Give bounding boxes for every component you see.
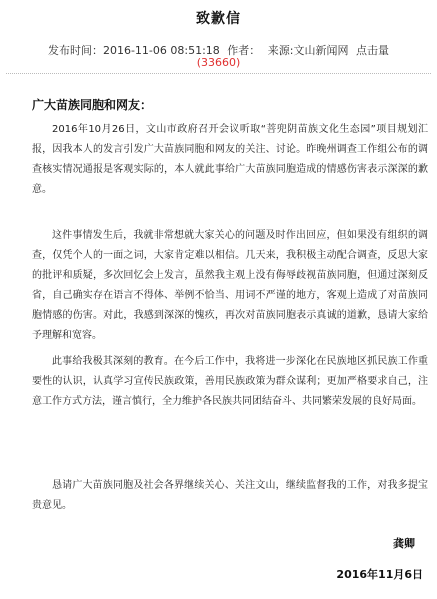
paragraph-3: 此事给我极其深刻的教育。在今后工作中，我将进一步深化在民族地区抓民族工作重要性的认识，认真学习宣传民族政策，善用民族政策为群众谋利；更加严格要求自己，注意工作方式方法，谨言慎行，全力维护各民族共同团结奋斗、共同繁荣发展的良好局面。 <box>32 356 428 407</box>
paragraph-1: 2016年10月26日，文山市政府召开会议听取“菩兜阴苗族文化生态园”项目规划汇报，因我本人的发言引发广大苗族同胞和网友的关注、讨论。昨晚州调查工作组公布的调查核实情况通报是客观实际的，本人就此事给广大苗族同胞造成的情感伤害表示深深的歉意。 <box>32 124 428 195</box>
letter-date: 2016年11月6日 <box>336 568 423 581</box>
views-label: 点击量 <box>356 44 390 57</box>
salutation: 广大苗族同胞和网友： <box>32 98 153 112</box>
paragraph-4: 恳请广大苗族同胞及社会各界继续关心、关注文山，继续监督我的工作，对我多提宝贵意见。 <box>32 480 428 511</box>
source-label: 来源:文山新闻网 <box>267 44 349 57</box>
signature: 龚卿 <box>393 537 415 550</box>
paragraph-2: 这件事情发生后，我就非常想就大家关心的问题及时作出回应，但如果没有组织的调查，仅凭个人的一面之词，大家肯定难以相信。几天来，我积极主动配合调查，反思大家的批评和质疑，多次回忆会上发言，虽然我主观上没有侮辱歧视苗族同胞，但通过深刻反省，自己确实存在语言不得体、举例不恰当、用词不严谨的地方，客观上造成了对苗族同胞情感的伤害。对此，我感到深深的愧疚，再次对苗族同胞表示真诚的道歉，恳请大家给予理解和宽容。 <box>32 230 428 341</box>
author-label: 作者： <box>227 44 261 57</box>
views-count: (33660) <box>196 56 241 69</box>
publish-time: 发布时间：2016-11-06 08:51:18 <box>47 44 220 57</box>
header-divider <box>6 73 431 74</box>
article-title: 致歉信 <box>196 11 241 27</box>
